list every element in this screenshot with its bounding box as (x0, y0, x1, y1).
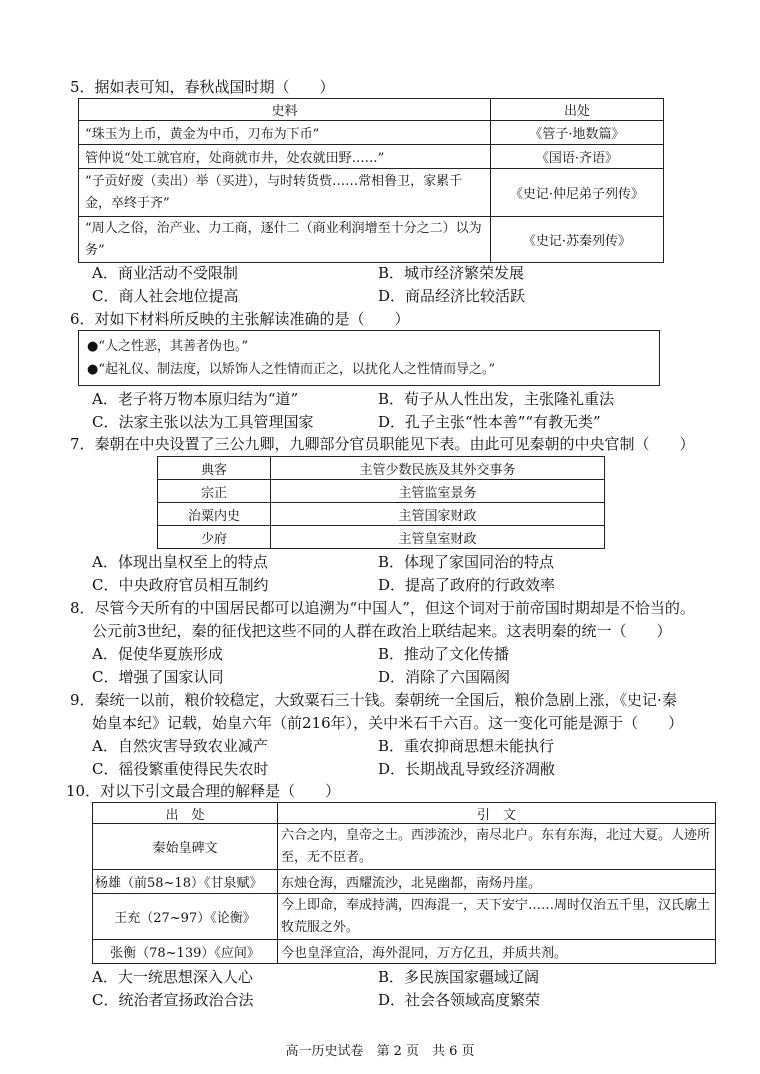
q8-option-c[interactable]: C．增强了国家认同 (92, 668, 224, 686)
q7-row3-duty: 主管国家财政 (271, 503, 605, 526)
q8-option-a[interactable]: A．促使华夏族形成 (92, 645, 223, 663)
q5-option-d[interactable]: D．商品经济比较活跃 (378, 287, 526, 305)
q5-row2-origin: 《国语·齐语》 (491, 145, 664, 169)
q10-row4-quote: 今也皇泽宣洽，海外混同，万方亿丑，并质共剂。 (278, 940, 716, 964)
q7-row2-office: 宗正 (158, 480, 271, 503)
q6-quote-2: ●“起礼仪、制法度，以矫饰人之性情而正之，以扰化人之性情而导之。” (87, 362, 496, 377)
q7-option-c[interactable]: C．中央政府官员相互制约 (92, 576, 269, 594)
q9-option-d[interactable]: D．长期战乱导致经济凋敝 (378, 760, 556, 778)
q7-row4-office: 少府 (158, 526, 271, 549)
q10-option-d[interactable]: D．社会各领域高度繁荣 (378, 991, 541, 1009)
q5-header-origin: 出处 (491, 99, 664, 121)
q5-row4-origin: 《史记·苏秦列传》 (491, 217, 664, 263)
q10-row3-origin: 王充（27~97）《论衡》 (93, 894, 278, 940)
q5-header-source-text: 史料 (79, 99, 491, 121)
q6-option-c[interactable]: C．法家主张以法为工具管理国家 (92, 413, 314, 431)
q10-header-quote: 引 文 (278, 803, 716, 824)
q10-row4-origin: 张衡（78~139）《应间》 (93, 940, 278, 964)
q9-option-b[interactable]: B．重农抑商思想未能执行 (378, 737, 555, 755)
q8-option-d[interactable]: D．消除了六国隔阂 (378, 668, 511, 686)
q5-row1-origin: 《管子·地数篇》 (491, 121, 664, 145)
q10-row1-origin: 秦始皇碑文 (93, 824, 278, 870)
q10-row2-origin: 杨雄（前58~18）《甘泉赋》 (93, 870, 278, 894)
question-9-stem-line1: 9．秦统一以前，粮价较稳定，大致粟石三十钱。秦朝统一全国后，粮价急剧上涨，《史记·秦 (70, 691, 677, 709)
q7-row2-duty: 主管监室景务 (271, 480, 605, 503)
q7-row1-duty: 主管少数民族及其外交事务 (271, 457, 605, 480)
q6-option-b[interactable]: B．荀子从人性出发，主张隆礼重法 (378, 390, 615, 408)
question-7-stem: 7．秦朝在中央设置了三公九卿，九卿部分官员职能见下表。由此可见秦朝的中央官制（ ） (70, 435, 695, 453)
q5-row3-origin: 《史记·仲尼弟子列传》 (491, 169, 664, 217)
q10-option-b[interactable]: B．多民族国家疆域辽阔 (378, 968, 540, 986)
q6-quote-box (78, 330, 660, 386)
q5-table (78, 98, 664, 263)
q10-row1-quote: 六合之内，皇帝之土。西涉流沙，南尽北户。东有东海，北过大夏。人迹所至，无不臣者。 (278, 824, 716, 870)
q5-row1-text: “珠玉为上币，黄金为中币，刀布为下币” (79, 121, 491, 145)
question-5-stem: 5．据如表可知，春秋战国时期（ ） (70, 78, 335, 96)
q5-row4-text: “周人之俗，治产业、力工商，逐什二（商业利润增至十分之二）以为务” (79, 217, 491, 263)
q6-option-d[interactable]: D．孔子主张“性本善”“有教无类” (378, 413, 601, 431)
question-6-stem: 6．对如下材料所反映的主张解读准确的是（ ） (70, 310, 410, 328)
q10-table (92, 802, 716, 964)
q10-row3-quote: 今上即命，奉成持满，四海混一，天下安宁……周时仅治五千里，汉氏廓土牧荒服之外。 (278, 894, 716, 940)
q7-option-d[interactable]: D．提高了政府的行政效率 (378, 576, 556, 594)
q10-option-c[interactable]: C．统治者宣扬政治合法 (92, 991, 254, 1009)
q5-option-b[interactable]: B．城市经济繁荣发展 (378, 264, 525, 282)
q7-option-b[interactable]: B．体现了家国同治的特点 (378, 553, 555, 571)
q10-row2-quote: 东烛仓海，西耀流沙，北晃幽都，南炀丹崖。 (278, 870, 716, 894)
q8-option-b[interactable]: B．推动了文化传播 (378, 645, 510, 663)
q6-quote-1: ●“人之性恶，其善者伪也。” (87, 339, 249, 354)
q7-table (157, 456, 605, 549)
q6-option-a[interactable]: A．老子将万物本原归结为“道” (92, 390, 299, 408)
q10-option-a[interactable]: A．大一统思想深入人心 (92, 968, 253, 986)
question-8-stem-line1: 8．尽管今天所有的中国居民都可以追溯为“中国人”，但这个词对于前帝国时期却是不恰当的。 (70, 599, 695, 617)
q7-row3-office: 治粟内史 (158, 503, 271, 526)
q5-row3-text: “子贡好废（卖出）举（买进），与时转货赀……常相鲁卫，家累千金，卒终于齐” (79, 169, 491, 217)
q7-row1-office: 典客 (158, 457, 271, 480)
q9-option-c[interactable]: C．徭役繁重使得民失农时 (92, 760, 269, 778)
q5-option-a[interactable]: A．商业活动不受限制 (92, 264, 238, 282)
q5-option-c[interactable]: C．商人社会地位提高 (92, 287, 239, 305)
question-9-stem-line2: 始皇本纪》记载，始皇六年（前216年），关中米石千六百。这一变化可能是源于（ ） (92, 714, 684, 732)
question-10-stem: 10．对以下引文最合理的解释是（ ） (66, 782, 341, 800)
q9-option-a[interactable]: A．自然灾害导致农业减产 (92, 737, 268, 755)
q7-option-a[interactable]: A．体现出皇权至上的特点 (92, 553, 268, 571)
question-8-stem-line2: 公元前3世纪，秦的征伐把这些不同的人群在政治上联结起来。这表明秦的统一（ ） (92, 622, 672, 640)
q10-header-origin: 出 处 (93, 803, 278, 824)
page-footer: 高一历史试卷 第 2 页 共 6 页 (285, 1044, 475, 1059)
q7-row4-duty: 主管皇室财政 (271, 526, 605, 549)
q5-row2-text: 管仲说“处工就官府，处商就市井，处农就田野……” (79, 145, 491, 169)
